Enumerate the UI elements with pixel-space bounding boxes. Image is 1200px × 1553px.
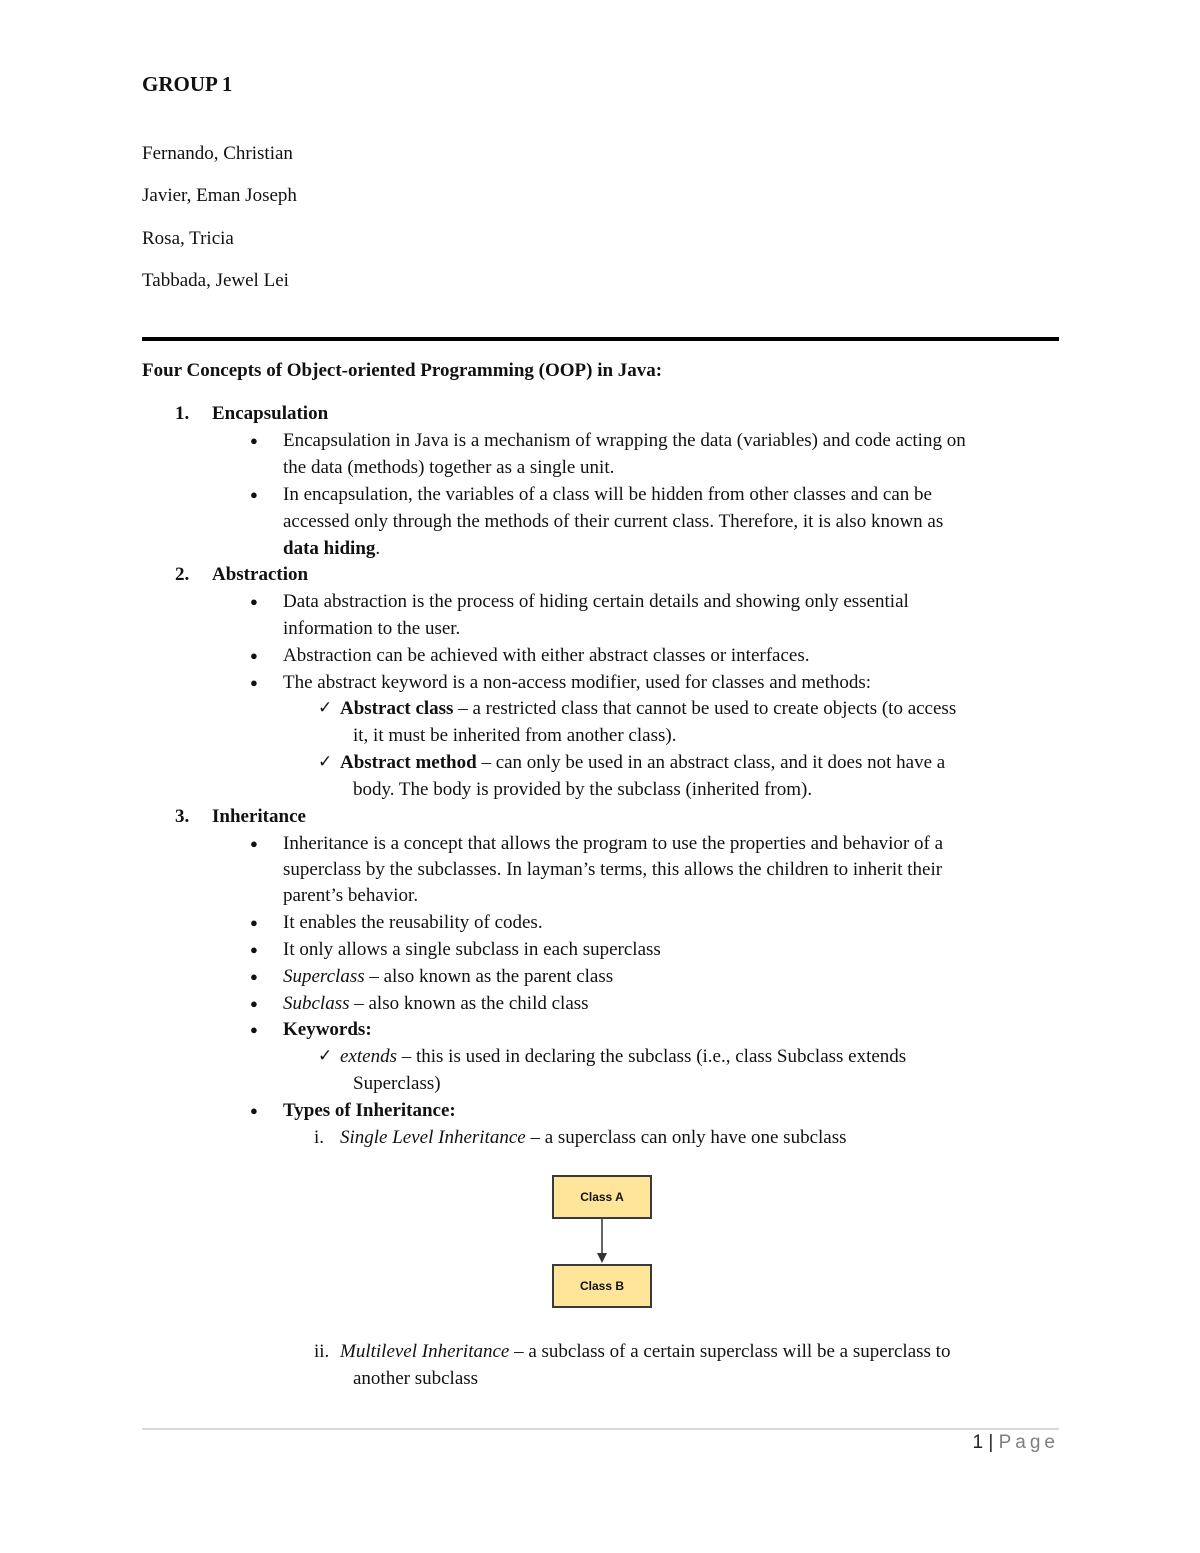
check-item xyxy=(340,1043,906,1070)
bullet-text: It enables the reusability of codes. xyxy=(283,912,543,933)
section-title: Four Concepts of Object-oriented Programming (OOP) in Java: xyxy=(142,360,663,381)
concept-title: Inheritance xyxy=(212,806,306,827)
horizontal-divider xyxy=(142,337,1059,341)
bullet-text: It only allows a single subclass in each superclass xyxy=(283,939,661,960)
check-text: body. The body is provided by the subclass (inherited from). xyxy=(353,779,813,800)
bullet-icon: ● xyxy=(250,915,258,930)
bullet-text: Inheritance is a concept that allows the program to use the properties and behavior of a xyxy=(283,833,944,854)
bullet-text: information to the user. xyxy=(283,618,461,639)
class-b-box: Class B xyxy=(552,1264,652,1308)
list-number: 1. xyxy=(175,403,190,424)
member-name: Fernando, Christian xyxy=(142,143,293,164)
type-item xyxy=(340,1338,950,1365)
bullet-text: parent’s behavior. xyxy=(283,885,419,906)
bullet-text: The abstract keyword is a non-access modifier, used for classes and methods: xyxy=(283,672,872,693)
term-extends: extends xyxy=(340,1046,397,1067)
term-abstract-method: Abstract method xyxy=(340,752,477,773)
bullet-icon: ● xyxy=(250,969,258,984)
page-number: 1 xyxy=(972,1432,984,1453)
bullet-icon: ● xyxy=(250,675,258,690)
bullet-icon: ● xyxy=(250,487,258,502)
roman-numeral: ii. xyxy=(314,1341,330,1362)
bullet-text: Data abstraction is the process of hiding certain details and showing only essential xyxy=(283,591,909,612)
definition: – a superclass can only have one subclass xyxy=(525,1127,847,1148)
term-subclass: Subclass xyxy=(283,993,350,1014)
bullet-icon: ● xyxy=(250,1022,258,1037)
types-label: Types of Inheritance: xyxy=(283,1100,456,1121)
bullet-icon: ● xyxy=(250,648,258,663)
check-item xyxy=(340,695,956,722)
check-text: Superclass) xyxy=(353,1073,441,1094)
bullet-icon: ● xyxy=(250,594,258,609)
definition: – also known as the child class xyxy=(349,993,589,1014)
type-item xyxy=(340,1124,847,1151)
bullet-text: In encapsulation, the variables of a class will be hidden from other classes and can be xyxy=(283,484,932,505)
class-a-box: Class A xyxy=(552,1175,652,1219)
bullet-text xyxy=(283,535,380,562)
page-label: Page xyxy=(998,1432,1059,1453)
footer-separator: | xyxy=(988,1432,994,1453)
bullet-icon: ● xyxy=(250,996,258,1011)
concept-title: Encapsulation xyxy=(212,403,329,424)
roman-numeral: i. xyxy=(314,1127,325,1148)
check-item xyxy=(340,749,945,776)
bullet-text: Abstraction can be achieved with either abstract classes or interfaces. xyxy=(283,645,810,666)
group-title: GROUP 1 xyxy=(142,72,233,96)
bullet-text: the data (methods) together as a single unit. xyxy=(283,457,615,478)
bullet-text xyxy=(283,963,613,990)
bullet-icon: ● xyxy=(250,1103,258,1118)
check-text: – can only be used in an abstract class, and it does not have a xyxy=(476,752,946,773)
member-name: Rosa, Tricia xyxy=(142,228,234,249)
check-text: – this is used in declaring the subclass (i.e., class Subclass extends xyxy=(396,1046,907,1067)
keywords-label: Keywords: xyxy=(283,1019,372,1040)
bullet-icon: ● xyxy=(250,836,258,851)
list-number: 3. xyxy=(175,806,190,827)
bullet-text: accessed only through the methods of their current class. Therefore, it is also known as xyxy=(283,511,944,532)
member-name: Javier, Eman Joseph xyxy=(142,185,297,206)
concept-title: Abstraction xyxy=(212,564,309,585)
term-data-hiding: data hiding xyxy=(283,538,376,559)
term-single-level: Single Level Inheritance xyxy=(340,1127,526,1148)
list-number: 2. xyxy=(175,564,190,585)
term-superclass: Superclass xyxy=(283,966,365,987)
checkmark-icon: ✓ xyxy=(318,698,333,718)
page-footer xyxy=(973,1432,1059,1454)
term-abstract-class: Abstract class xyxy=(340,698,454,719)
checkmark-icon: ✓ xyxy=(318,752,333,772)
arrow-icon xyxy=(592,1219,612,1265)
definition-continued: another subclass xyxy=(353,1368,479,1389)
bullet-text xyxy=(283,990,589,1017)
period: . xyxy=(375,538,381,559)
check-text: it, it must be inherited from another class). xyxy=(353,725,677,746)
bullet-text: Encapsulation in Java is a mechanism of wrapping the data (variables) and code acting on xyxy=(283,430,966,451)
bullet-icon: ● xyxy=(250,942,258,957)
footer-divider xyxy=(142,1428,1059,1430)
check-text: – a restricted class that cannot be used to create objects (to access xyxy=(453,698,957,719)
bullet-icon: ● xyxy=(250,433,258,448)
definition: – a subclass of a certain superclass will be a superclass to xyxy=(509,1341,951,1362)
definition: – also known as the parent class xyxy=(364,966,614,987)
term-multilevel: Multilevel Inheritance xyxy=(340,1341,510,1362)
bullet-text: superclass by the subclasses. In layman’s terms, this allows the children to inherit their xyxy=(283,859,943,880)
member-name: Tabbada, Jewel Lei xyxy=(142,270,289,291)
checkmark-icon: ✓ xyxy=(318,1046,333,1066)
